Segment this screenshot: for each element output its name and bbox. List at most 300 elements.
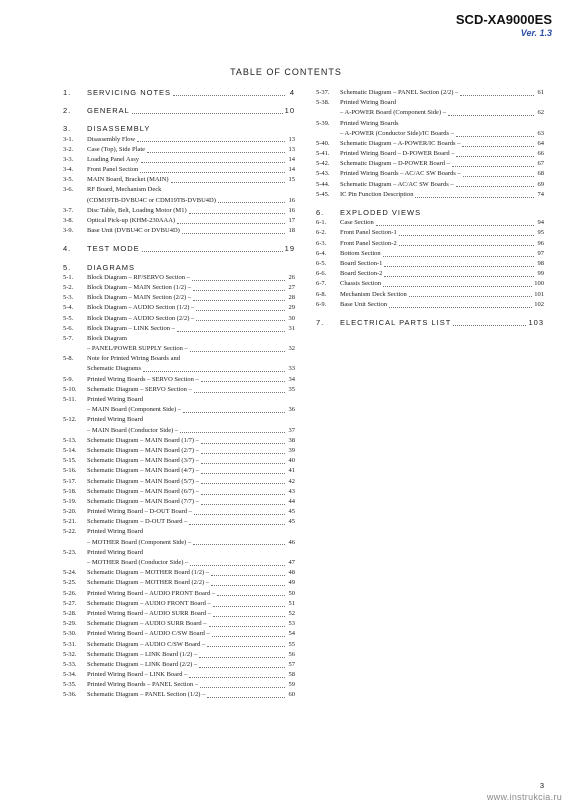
toc-entry[interactable] xyxy=(63,303,295,313)
toc-entry-number: 5-24. xyxy=(63,569,77,577)
model-title: SCD-XA9000ES xyxy=(455,12,552,27)
toc-entry[interactable] xyxy=(316,190,544,200)
toc-section-heading[interactable] xyxy=(63,244,295,254)
toc-entry-page: 35 xyxy=(288,385,295,393)
toc-entry-number: 5-21. xyxy=(63,518,77,526)
toc-entry[interactable] xyxy=(63,609,295,619)
toc-entry-page: 51 xyxy=(288,599,295,607)
dot-leader xyxy=(194,392,285,393)
dot-leader xyxy=(201,381,285,382)
toc-entry-number: 5-19. xyxy=(63,497,77,505)
dot-leader xyxy=(177,223,285,224)
dot-leader xyxy=(137,141,285,142)
toc-entry-page: 34 xyxy=(288,375,295,383)
toc-entry[interactable] xyxy=(63,507,295,517)
dot-leader xyxy=(384,266,534,267)
toc-entry-title: – MAIN Board (Component Side) – xyxy=(87,406,182,414)
dot-leader xyxy=(192,280,285,281)
toc-entry[interactable] xyxy=(63,273,295,283)
toc-entry-number: 5-34. xyxy=(63,671,77,679)
toc-entry-number: 5-20. xyxy=(63,508,77,516)
toc-entry-page: 45 xyxy=(288,508,295,516)
toc-entry-number: 4. xyxy=(63,244,72,254)
toc-entry-title: Board Section-1 xyxy=(340,259,383,267)
toc-entry[interactable] xyxy=(63,446,295,456)
toc-entry-title: Block Diagram – MAIN Section (2/2) – xyxy=(87,294,191,302)
toc-entry[interactable] xyxy=(63,528,295,538)
toc-entry-number: 6-3. xyxy=(316,239,327,247)
toc-entry-number: 5-42. xyxy=(316,160,330,168)
dot-leader xyxy=(180,432,285,433)
toc-entry[interactable] xyxy=(316,170,544,180)
dot-leader xyxy=(448,115,534,116)
toc-entry[interactable] xyxy=(316,269,544,279)
toc-entry-page: 62 xyxy=(537,109,544,117)
toc-entry-number: 6-4. xyxy=(316,249,327,257)
toc-spacer xyxy=(63,98,295,106)
toc-entry-page: 19 xyxy=(284,244,295,254)
toc-entry-number: 5-2. xyxy=(63,283,74,291)
dot-leader xyxy=(173,95,285,96)
toc-section-heading[interactable] xyxy=(63,88,295,98)
dot-leader xyxy=(456,156,534,157)
toc-entry[interactable] xyxy=(63,334,295,344)
toc-entry-title: Case Section xyxy=(340,219,374,227)
toc-entry-title: Disc Table, Belt, Loading Motor (M1) xyxy=(87,206,187,214)
dot-leader xyxy=(201,494,285,495)
toc-entry-number: 6-1. xyxy=(316,219,327,227)
toc-entry-title: Board Section-2 xyxy=(340,270,383,278)
dot-leader xyxy=(383,256,534,257)
toc-entry-number: 5-9. xyxy=(63,375,74,383)
toc-entry-number: 5-37. xyxy=(316,88,330,96)
toc-entry-title: Printed Wiring Board xyxy=(87,528,143,536)
toc-entry-page: 31 xyxy=(288,324,295,332)
toc-entry-title: Printed Wiring Board – AUDIO SURR Board – xyxy=(87,609,212,617)
toc-entry[interactable] xyxy=(316,139,544,149)
dot-leader xyxy=(189,213,285,214)
toc-entry[interactable] xyxy=(63,344,295,354)
toc-section-heading[interactable] xyxy=(63,124,295,134)
toc-entry-title: TEST MODE xyxy=(87,244,140,254)
toc-entry-title: Schematic Diagram – MAIN Board (4/7) – xyxy=(87,467,199,475)
toc-entry-page: 16 xyxy=(288,196,295,204)
toc-entry-page: 94 xyxy=(537,219,544,227)
dot-leader xyxy=(456,186,534,187)
toc-entry-title: Base Unit (DVBU4C or DVBU4D) xyxy=(87,227,180,235)
toc-entry[interactable] xyxy=(316,218,544,228)
dot-leader xyxy=(201,504,285,505)
toc-entry-page: 63 xyxy=(537,129,544,137)
toc-entry[interactable] xyxy=(63,691,295,701)
dot-leader xyxy=(193,300,285,301)
toc-entry[interactable] xyxy=(63,375,295,385)
toc-entry[interactable] xyxy=(63,196,295,206)
toc-entry-title: Schematic Diagrams xyxy=(87,365,141,373)
toc-entry[interactable] xyxy=(63,517,295,527)
toc-entry[interactable] xyxy=(316,88,544,98)
toc-entry[interactable] xyxy=(63,226,295,236)
toc-entry[interactable] xyxy=(63,395,295,405)
toc-entry[interactable] xyxy=(63,487,295,497)
toc-entry-page: 53 xyxy=(288,620,295,628)
toc-entry[interactable] xyxy=(63,314,295,324)
page-number: 3 xyxy=(539,781,544,790)
toc-entry[interactable] xyxy=(316,228,544,238)
dot-leader xyxy=(189,524,285,525)
toc-entry-title: – A-POWER (Conductor Side)/IC Boards – xyxy=(340,129,454,137)
toc-entry-title: Schematic Diagram – MAIN Board (3/7) – xyxy=(87,457,199,465)
toc-entry-page: 56 xyxy=(288,650,295,658)
dot-leader xyxy=(218,202,285,203)
toc-entry-page: 98 xyxy=(537,259,544,267)
toc-entry-title: Block Diagram – LINK Section – xyxy=(87,324,175,332)
toc-entry[interactable] xyxy=(63,175,295,185)
toc-entry-number: 5-38. xyxy=(316,99,330,107)
toc-entry[interactable] xyxy=(63,365,295,375)
toc-section-heading[interactable] xyxy=(63,106,295,116)
toc-entry-title: Schematic Diagram – MAIN Board (7/7) – xyxy=(87,497,199,505)
dot-leader xyxy=(147,152,285,153)
dot-leader xyxy=(384,276,534,277)
dot-leader xyxy=(199,667,285,668)
dot-leader xyxy=(211,585,285,586)
toc-entry-title: Printed Wiring Boards – SERVO Section – xyxy=(87,375,199,383)
dot-leader xyxy=(189,677,285,678)
toc-entry-number: 1. xyxy=(63,87,72,97)
dot-leader xyxy=(217,595,285,596)
toc-entry[interactable] xyxy=(63,650,295,660)
toc-entry-number: 5-28. xyxy=(63,609,77,617)
toc-entry-page: 101 xyxy=(534,290,544,298)
toc-section-heading[interactable] xyxy=(63,263,295,273)
toc-entry[interactable] xyxy=(63,155,295,165)
toc-entry-title: Optical Pick-up (KHM-230AAA) xyxy=(87,217,176,225)
toc-spacer xyxy=(316,200,544,208)
toc-entry-number: 3-8. xyxy=(63,217,74,225)
toc-spacer xyxy=(63,116,295,124)
toc-entry[interactable] xyxy=(63,135,295,145)
toc-entry[interactable] xyxy=(316,249,544,259)
toc-entry[interactable] xyxy=(63,426,295,436)
toc-entry-title: IC Pin Function Description xyxy=(340,190,414,198)
dot-leader xyxy=(132,113,283,114)
dot-leader xyxy=(199,657,285,658)
toc-entry-page: 55 xyxy=(288,640,295,648)
dot-leader xyxy=(194,514,285,515)
toc-entry-page: 54 xyxy=(288,630,295,638)
toc-entry[interactable] xyxy=(63,186,295,196)
toc-entry-title: Printed Wiring Board – D-POWER Board – xyxy=(340,150,455,158)
toc-entry-title: Schematic Diagram – MAIN Board (6/7) – xyxy=(87,487,199,495)
toc-entry[interactable] xyxy=(63,578,295,588)
toc-entry-number: 5-41. xyxy=(316,150,330,158)
toc-entry-page: 41 xyxy=(288,467,295,475)
dot-leader xyxy=(201,443,285,444)
toc-entry-title: Schematic Diagram – SERVO Section – xyxy=(87,385,192,393)
toc-entry-number: 5-11. xyxy=(63,396,77,404)
toc-entry-number: 5-25. xyxy=(63,579,77,587)
toc-entry-number: 5-13. xyxy=(63,436,77,444)
toc-entry[interactable] xyxy=(63,415,295,425)
toc-entry-title: DIAGRAMS xyxy=(87,262,136,272)
toc-entry-number: 3-3. xyxy=(63,155,74,163)
toc-entry[interactable] xyxy=(316,239,544,249)
toc-entry-title: Printed Wiring Boards – PANEL Section – xyxy=(87,681,199,689)
toc-entry[interactable] xyxy=(63,548,295,558)
toc-entry-page: 43 xyxy=(288,487,295,495)
toc-entry[interactable] xyxy=(316,108,544,118)
toc-entry-number: 5-4. xyxy=(63,304,74,312)
toc-entry-title: Printed Wiring Board – AUDIO C/SW Board – xyxy=(87,630,210,638)
dot-leader xyxy=(196,320,285,321)
toc-entry-page: 99 xyxy=(537,270,544,278)
toc-entry[interactable] xyxy=(316,290,544,300)
toc-entry-page: 67 xyxy=(537,160,544,168)
toc-entry-number: 3-5. xyxy=(63,176,74,184)
toc-entry-page: 50 xyxy=(288,589,295,597)
toc-entry-title: Printed Wiring Boards – AC/AC SW Boards – xyxy=(340,170,461,178)
toc-entry-number: 3-2. xyxy=(63,145,74,153)
toc-entry[interactable] xyxy=(63,206,295,216)
toc-entry-title: Schematic Diagram – D-POWER Board – xyxy=(340,160,450,168)
dot-leader xyxy=(177,331,285,332)
toc-entry-page: 59 xyxy=(288,681,295,689)
toc-entry-page: 26 xyxy=(288,273,295,281)
dot-leader xyxy=(376,225,534,226)
toc-entry-title: Mechanism Deck Section xyxy=(340,290,407,298)
toc-entry-number: 6-5. xyxy=(316,259,327,267)
toc-entry-number: 6-2. xyxy=(316,229,327,237)
toc-entry-title: – PANEL/POWER SUPPLY Section – xyxy=(87,345,188,353)
toc-entry[interactable] xyxy=(316,180,544,190)
toc-entry-title: Bottom Section xyxy=(340,249,381,257)
toc-entry-title: Block Diagram xyxy=(87,334,127,342)
dot-leader xyxy=(190,565,285,566)
toc-entry-title: Printed Wiring Board xyxy=(87,548,143,556)
toc-entry-page: 42 xyxy=(288,477,295,485)
toc-entry-number: 7. xyxy=(316,317,325,327)
dot-leader xyxy=(193,544,285,545)
dot-leader xyxy=(171,182,285,183)
toc-entry[interactable] xyxy=(63,497,295,507)
dot-leader xyxy=(463,176,534,177)
dot-leader xyxy=(383,286,532,287)
toc-entry-number: 5-39. xyxy=(316,119,330,127)
toc-entry[interactable] xyxy=(63,293,295,303)
dot-leader xyxy=(399,245,534,246)
toc-entry-page: 64 xyxy=(537,139,544,147)
toc-entry-title: Front Panel Section xyxy=(87,166,139,174)
toc-entry[interactable] xyxy=(316,98,544,108)
toc-entry[interactable] xyxy=(63,660,295,670)
toc-entry-number: 5-23. xyxy=(63,548,77,556)
dot-leader xyxy=(213,616,285,617)
dot-leader xyxy=(141,162,285,163)
toc-entry-page: 49 xyxy=(288,579,295,587)
toc-entry-number: 3-4. xyxy=(63,166,74,174)
toc-entry[interactable] xyxy=(63,558,295,568)
toc-entry-page: 37 xyxy=(288,426,295,434)
toc-entry[interactable] xyxy=(63,599,295,609)
toc-entry[interactable] xyxy=(63,456,295,466)
toc-entry-title: Printed Wiring Boards xyxy=(340,119,399,127)
toc-entry-title: Schematic Diagram – AUDIO C/SW Board – xyxy=(87,640,206,648)
toc-entry[interactable] xyxy=(63,405,295,415)
toc-entry-page: 48 xyxy=(288,569,295,577)
toc-entry-title: Note for Printed Wiring Boards and xyxy=(87,355,180,363)
dot-leader xyxy=(190,351,285,352)
toc-entry-number: 3-1. xyxy=(63,135,74,143)
toc-right-column xyxy=(316,88,544,328)
toc-entry-page: 14 xyxy=(288,166,295,174)
toc-entry[interactable] xyxy=(63,324,295,334)
toc-entry-title: – MOTHER Board (Component Side) – xyxy=(87,538,192,546)
toc-entry-number: 5-30. xyxy=(63,630,77,638)
toc-entry-number: 3-7. xyxy=(63,206,74,214)
toc-entry-title: MAIN Board, Bracket (MAIN) xyxy=(87,176,169,184)
toc-entry-title: ELECTRICAL PARTS LIST xyxy=(340,317,452,327)
toc-entry-title: Front Panel Section-2 xyxy=(340,239,397,247)
dot-leader xyxy=(201,463,285,464)
toc-entry-title: Schematic Diagram – MAIN Board (2/7) – xyxy=(87,446,199,454)
toc-entry[interactable] xyxy=(316,259,544,269)
toc-entry[interactable] xyxy=(63,619,295,629)
toc-entry[interactable] xyxy=(63,477,295,487)
watermark: www.instrukcia.ru xyxy=(486,792,562,802)
toc-entry-title: SERVICING NOTES xyxy=(87,87,172,97)
toc-entry[interactable] xyxy=(316,119,544,129)
dot-leader xyxy=(399,235,534,236)
toc-entry-number: 6-9. xyxy=(316,300,327,308)
toc-entry[interactable] xyxy=(63,640,295,650)
toc-entry-title: – A-POWER Board (Component Side) – xyxy=(340,109,446,117)
dot-leader xyxy=(196,310,285,311)
toc-entry-page: 57 xyxy=(288,660,295,668)
toc-entry-number: 3-9. xyxy=(63,227,74,235)
toc-entry-number: 5-22. xyxy=(63,528,77,536)
toc-entry-page: 46 xyxy=(288,538,295,546)
toc-entry-page: 74 xyxy=(537,190,544,198)
toc-entry-page: 4 xyxy=(289,87,295,97)
dot-leader xyxy=(201,483,285,484)
toc-entry-number: 5-16. xyxy=(63,467,77,475)
toc-entry[interactable] xyxy=(316,129,544,139)
toc-entry-page: 27 xyxy=(288,283,295,291)
toc-entry-page: 33 xyxy=(288,365,295,373)
toc-entry-page: 61 xyxy=(537,88,544,96)
toc-entry-number: 5-18. xyxy=(63,487,77,495)
toc-entry-title: Block Diagram – RF/SERVO Section – xyxy=(87,273,190,281)
toc-entry-number: 5-31. xyxy=(63,640,77,648)
toc-entry-title: Disassembly Flow xyxy=(87,135,136,143)
toc-left-column xyxy=(63,88,295,701)
toc-entry-page: 44 xyxy=(288,497,295,505)
toc-entry[interactable] xyxy=(63,589,295,599)
toc-section-heading[interactable] xyxy=(316,208,544,218)
toc-entry-page: 60 xyxy=(288,691,295,699)
toc-entry-page: 45 xyxy=(288,518,295,526)
toc-entry[interactable] xyxy=(316,149,544,159)
toc-entry-title: Schematic Diagram – AUDIO FRONT Board – xyxy=(87,599,211,607)
toc-entry-number: 6-8. xyxy=(316,290,327,298)
toc-entry-title: Printed Wiring Board xyxy=(87,416,143,424)
toc-entry-number: 5-6. xyxy=(63,324,74,332)
dot-leader xyxy=(140,172,285,173)
toc-entry-number: 6-7. xyxy=(316,280,327,288)
toc-entry-number: 5-33. xyxy=(63,660,77,668)
dot-leader xyxy=(389,307,532,308)
toc-heading: TABLE OF CONTENTS xyxy=(230,67,342,77)
toc-entry[interactable] xyxy=(63,436,295,446)
toc-entry-number: 5-29. xyxy=(63,620,77,628)
toc-entry[interactable] xyxy=(63,145,295,155)
toc-entry-page: 39 xyxy=(288,446,295,454)
toc-entry-page: 97 xyxy=(537,249,544,257)
toc-entry-number: 5-3. xyxy=(63,294,74,302)
toc-entry-title: Schematic Diagram – AUDIO SURR Board – xyxy=(87,620,207,628)
toc-entry-number: 5-1. xyxy=(63,273,74,281)
toc-entry-number: 5-45. xyxy=(316,190,330,198)
toc-entry[interactable] xyxy=(63,283,295,293)
toc-entry-number: 3. xyxy=(63,124,72,134)
dot-leader xyxy=(142,251,283,252)
toc-entry-page: 47 xyxy=(288,559,295,567)
toc-entry-number: 5-35. xyxy=(63,681,77,689)
toc-entry-page: 16 xyxy=(288,206,295,214)
toc-entry[interactable] xyxy=(63,538,295,548)
toc-section-heading[interactable] xyxy=(316,318,544,328)
toc-entry[interactable] xyxy=(63,680,295,690)
toc-entry-page: 18 xyxy=(288,227,295,235)
toc-entry[interactable] xyxy=(63,629,295,639)
toc-entry[interactable] xyxy=(63,165,295,175)
toc-entry-number: 5-36. xyxy=(63,691,77,699)
toc-entry[interactable] xyxy=(63,354,295,364)
toc-entry-page: 52 xyxy=(288,609,295,617)
toc-spacer xyxy=(63,236,295,244)
toc-entry-number: 6-6. xyxy=(316,270,327,278)
toc-entry-title: Printed Wiring Board xyxy=(87,396,143,404)
toc-entry-title: Printed Wiring Board – LINK Board – xyxy=(87,671,188,679)
toc-entry-page: 103 xyxy=(528,317,544,327)
toc-entry[interactable] xyxy=(63,216,295,226)
toc-entry[interactable] xyxy=(63,385,295,395)
toc-entry[interactable] xyxy=(63,670,295,680)
toc-entry[interactable] xyxy=(63,466,295,476)
toc-entry[interactable] xyxy=(63,568,295,578)
toc-entry-page: 32 xyxy=(288,345,295,353)
toc-entry-page: 40 xyxy=(288,457,295,465)
toc-entry[interactable] xyxy=(316,279,544,289)
toc-entry[interactable] xyxy=(316,300,544,310)
dot-leader xyxy=(211,575,285,576)
toc-entry-title: Block Diagram – MAIN Section (1/2) – xyxy=(87,283,191,291)
toc-entry[interactable] xyxy=(316,159,544,169)
toc-entry-title: GENERAL xyxy=(87,106,130,116)
dot-leader xyxy=(462,146,534,147)
toc-entry-title: Schematic Diagram – AC/AC SW Boards – xyxy=(340,180,454,188)
dot-leader xyxy=(201,473,285,474)
toc-entry-number: 2. xyxy=(63,106,72,116)
dot-leader xyxy=(201,453,285,454)
toc-entry-page: 10 xyxy=(284,106,295,116)
toc-entry-title: DISASSEMBLY xyxy=(87,124,151,134)
toc-entry-title: Base Unit Section xyxy=(340,300,387,308)
toc-entry-page: 17 xyxy=(288,217,295,225)
dot-leader xyxy=(452,166,534,167)
toc-entry-page: 66 xyxy=(537,150,544,158)
